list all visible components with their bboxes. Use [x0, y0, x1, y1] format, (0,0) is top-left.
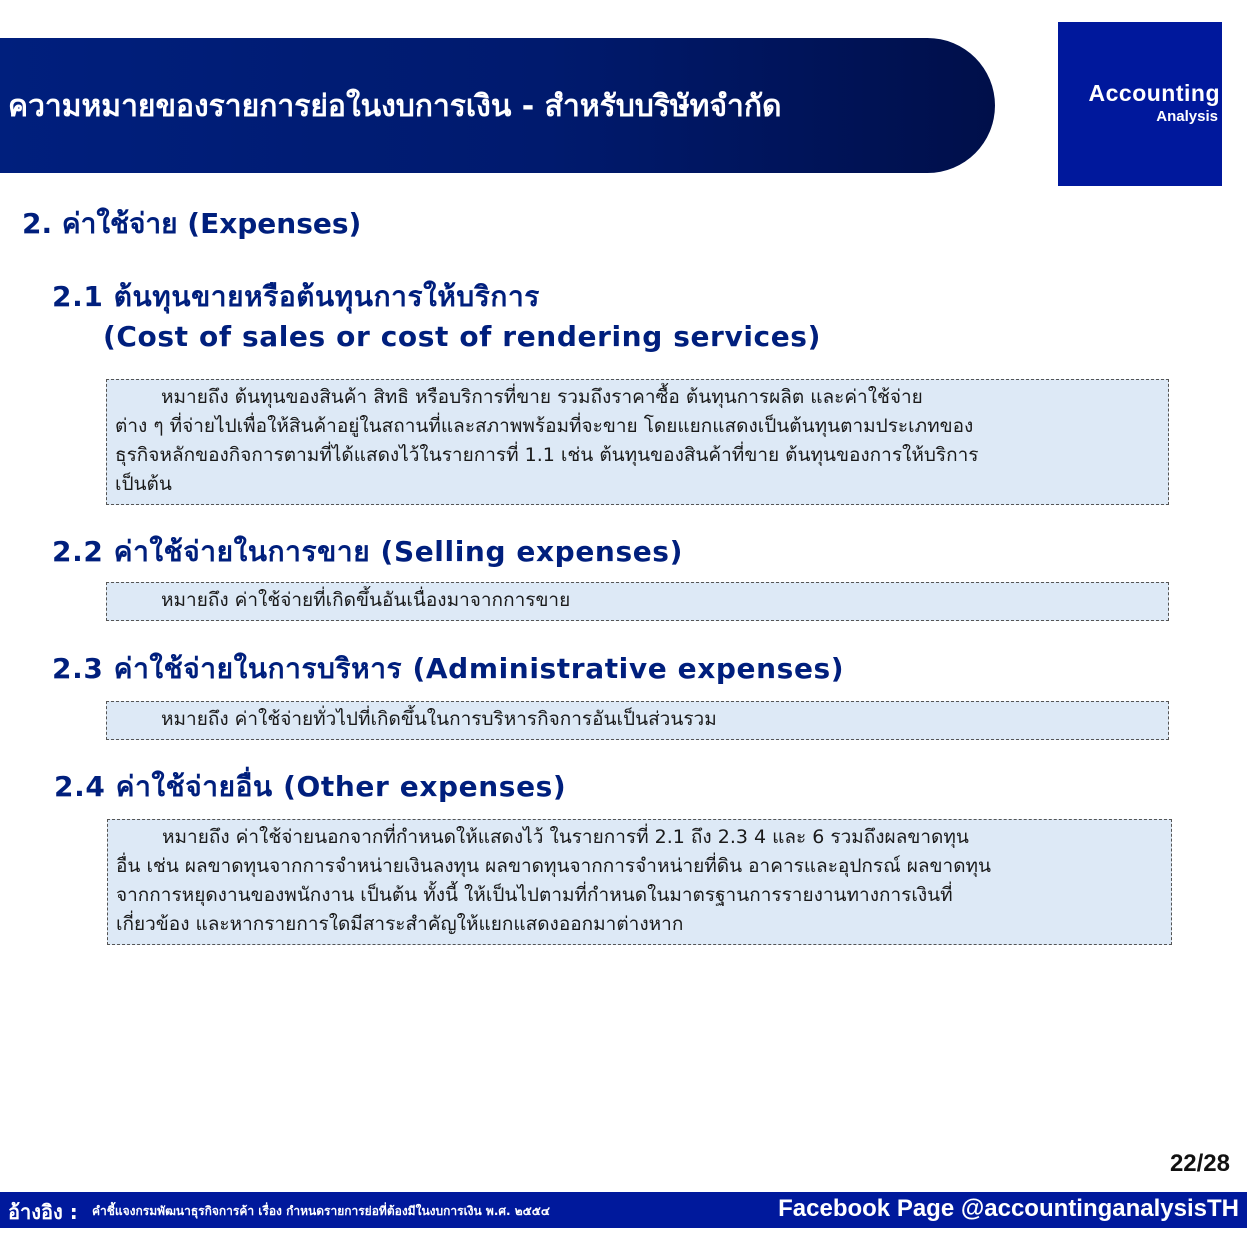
item-2-3-title: 2.3 ค่าใช้จ่ายในการบริหาร (Administrative expenses)	[52, 652, 845, 685]
item-2-4-description	[107, 819, 1172, 945]
footer-bar	[0, 1192, 1247, 1228]
description-line: หมายถึง ค่าใช้จ่ายที่เกิดขึ้นอันเนื่องมาจากการขาย	[161, 589, 571, 611]
item-2-1-title: 2.1 ต้นทุนขายหรือต้นทุนการให้บริการ	[52, 280, 540, 313]
page-title: ความหมายของรายการย่อในงบการเงิน - สำหรับบริษัทจำกัด	[8, 89, 782, 124]
description-line: ธุรกิจหลักของกิจการตามที่ได้แสดงไว้ในรายการที่ 1.1 เช่น ต้นทุนของสินค้าที่ขาย ต้นทุนของการให้บริการ	[115, 444, 979, 466]
item-2-1-description	[106, 379, 1169, 505]
logo-main-text: Accounting	[1088, 80, 1220, 106]
reference-text: คำชี้แจงกรมพัฒนาธุรกิจการค้า เรื่อง กำหนดรายการย่อที่ต้องมีในงบการเงิน พ.ศ. ๒๕๕๔	[92, 1204, 550, 1218]
item-2-1-title-english: (Cost of sales or cost of rendering services)	[103, 320, 821, 353]
description-line: อื่น เช่น ผลขาดทุนจากการจำหน่ายเงินลงทุน ผลขาดทุนจากการจำหน่ายที่ดิน อาคารและอุปกรณ์ ผลขาดทุน	[116, 855, 992, 877]
item-2-2-description	[106, 582, 1169, 621]
logo-sub-text: Analysis	[1156, 108, 1218, 125]
description-line: จากการหยุดงานของพนักงาน เป็นต้น ทั้งนี้ ให้เป็นไปตามที่กำหนดในมาตรฐานการรายงานทางการเงินที่	[116, 884, 953, 906]
description-line: หมายถึง ค่าใช้จ่ายนอกจากที่กำหนดให้แสดงไว้ ในรายการที่ 2.1 ถึง 2.3 4 และ 6 รวมถึงผลขาดทุน	[162, 826, 969, 848]
section-title: 2. ค่าใช้จ่าย (Expenses)	[22, 207, 362, 240]
description-line: เกี่ยวข้อง และหากรายการใดมีสาระสำคัญให้แยกแสดงออกมาต่างหาก	[116, 913, 684, 935]
facebook-page-link[interactable]: Facebook Page @accountinganalysisTH	[778, 1195, 1239, 1222]
reference-label: อ้างอิง :	[8, 1200, 78, 1224]
description-line: ต่าง ๆ ที่จ่ายไปเพื่อให้สินค้าอยู่ในสถานที่และสภาพพร้อมที่จะขาย โดยแยกแสดงเป็นต้นทุนตามประเภทของ	[115, 415, 974, 437]
description-line: หมายถึง ค่าใช้จ่ายทั่วไปที่เกิดขึ้นในการบริหารกิจการอันเป็นส่วนรวม	[161, 708, 717, 730]
description-line: หมายถึง ต้นทุนของสินค้า สิทธิ หรือบริการที่ขาย รวมถึงราคาซื้อ ต้นทุนการผลิต และค่าใช้จ่าย	[161, 386, 923, 408]
item-2-3-description	[106, 701, 1169, 740]
item-2-2-title: 2.2 ค่าใช้จ่ายในการขาย (Selling expenses)	[52, 535, 683, 568]
description-line: เป็นต้น	[115, 473, 172, 495]
page-number: 22/28	[1169, 1150, 1230, 1177]
item-2-4-title: 2.4 ค่าใช้จ่ายอื่น (Other expenses)	[54, 770, 567, 803]
accounting-analysis-logo	[1058, 22, 1222, 186]
